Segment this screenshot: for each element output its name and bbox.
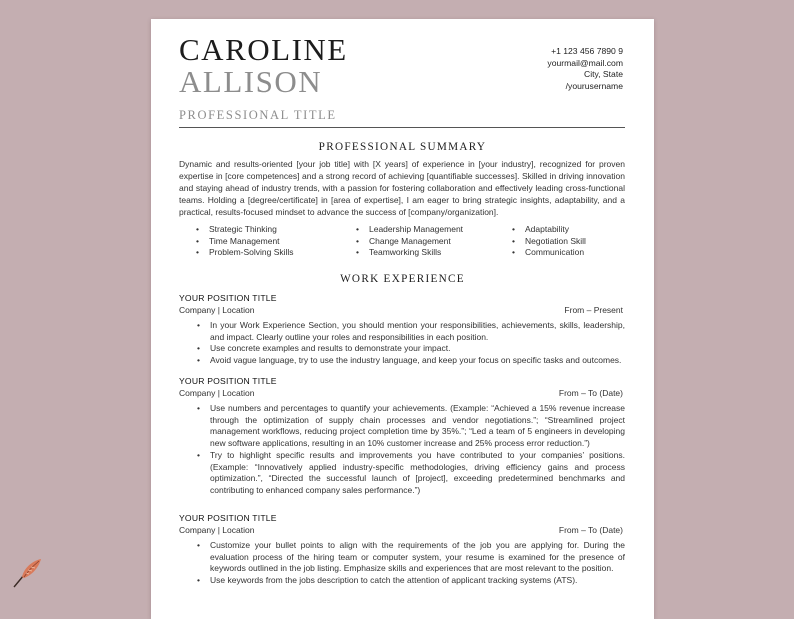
job-title: YOUR POSITION TITLE: [179, 513, 277, 523]
experience-heading: WORK EXPERIENCE: [340, 273, 465, 285]
skill-item: • Teamworking Skills: [339, 247, 495, 259]
skills-list: [179, 224, 625, 259]
job-bullets: [179, 403, 625, 497]
skill-item: • Time Management: [179, 236, 339, 248]
job-company: Company | Location: [179, 305, 255, 315]
skills-column: [179, 224, 339, 259]
job-bullets: [179, 540, 625, 587]
skills-column: [495, 224, 625, 259]
job-title: YOUR POSITION TITLE: [179, 376, 277, 386]
job-title: YOUR POSITION TITLE: [179, 293, 277, 303]
list-item: • Avoid vague language, try to use the industry language, and keep your focus on specific tasks and outcomes.: [179, 355, 625, 367]
last-name: ALLISON: [179, 64, 323, 99]
job-dates: From – Present: [564, 305, 623, 315]
summary-heading: PROFESSIONAL SUMMARY: [318, 141, 487, 153]
skill-item: • Change Management: [339, 236, 495, 248]
job-dates: From – To (Date): [558, 525, 623, 535]
username: /yourusername: [565, 81, 623, 92]
professional-title: PROFESSIONAL TITLE: [179, 108, 337, 122]
job-company: Company | Location: [179, 388, 255, 398]
list-item: • In your Work Experience Section, you should mention your responsibilities, achievements, skills, leadership, and impact. Clearly outline your roles and responsibilities in each position.: [179, 320, 625, 343]
location: City, State: [583, 69, 623, 80]
list-item: • Use concrete examples and results to demonstrate your impact.: [179, 343, 625, 355]
job-company: Company | Location: [179, 525, 255, 535]
header-divider: [179, 127, 625, 128]
list-item: • Use keywords from the jobs description to catch the attention of applicant tracking systems (ATS).: [179, 575, 625, 587]
quill-pen-icon: [10, 556, 44, 590]
resume-page: [151, 19, 654, 619]
contact-info: [547, 46, 623, 93]
skill-item: • Problem-Solving Skills: [179, 247, 339, 259]
skill-item: • Strategic Thinking: [179, 224, 339, 236]
skill-item: • Leadership Management: [339, 224, 495, 236]
skill-item: • Negotiation Skill: [495, 236, 625, 248]
phone: +1 123 456 7890 9: [551, 46, 623, 56]
skill-item: • Adaptability: [495, 224, 625, 236]
skills-column: [339, 224, 495, 259]
job-bullets: [179, 320, 625, 367]
email: yourmail@mail.com: [547, 57, 623, 68]
job-dates: From – To (Date): [558, 388, 623, 398]
list-item: • Try to highlight specific results and improvements you have contributed to your companies’ positions. (Example: “Innovatively applied industry-specific methodologies, driving efficiency gains and process optimization.”, “Directed the successful launch of [project], exceeding predetermined benchmarks and contributing to enhanced company sales performance.”): [179, 450, 625, 497]
skill-item: • Communication: [495, 247, 625, 259]
list-item: • Use numbers and percentages to quantify your achievements. (Example: “Achieved a 15% revenue increase through the optimization of supply chain processes and vendor negotiations.”; “Streamlined project management workflows, reducing project completion time by 35%.”; “Led a team of 5 engineers in developing new software applications, resulting in an 10% customer increase and 25% process error reduction.”): [179, 403, 625, 450]
list-item: • Customize your bullet points to align with the requirements of the job you are applying for. During the evaluation process of the hiring team or computer system, your resume is examined for the presence of keywords outlined in the job listing. Emphasize skills and experiences that are most relevant to the position.: [179, 540, 625, 575]
first-name: CAROLINE: [179, 32, 348, 67]
summary-text: Dynamic and results-oriented [your job title] with [X years] of experience in [your industry], recognized for proven expertise in [core competences] and a strong record of achieving [quantifiable successes]. Skilled in driving innovation and staying ahead of industry trends, with a passion for fostering collaboration and effectively leading cross-functional teams. Holding a [degree/certificate] in [area of expertise], I am eager to bring strategic insights, adaptability, and a practical, results-focused mindset to advance the success of [company/organization].: [179, 159, 625, 217]
